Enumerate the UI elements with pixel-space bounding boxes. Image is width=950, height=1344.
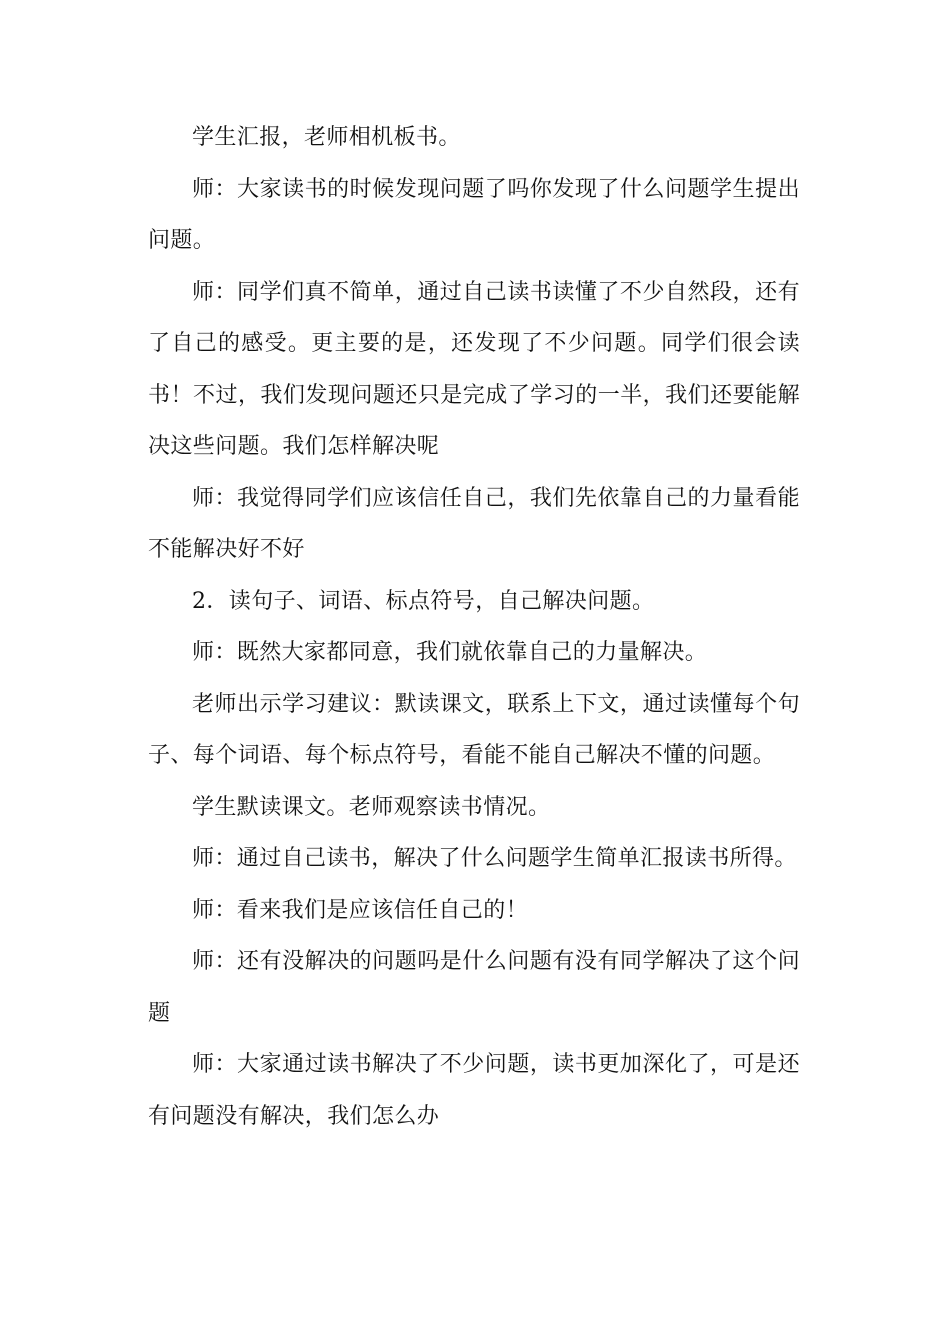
paragraph-teacher-praise: 师：同学们真不简单，通过自己读书读懂了不少自然段，还有了自己的感受。更主要的是，还发现了不少问题。同学们很会读书！不过，我们发现问题还只是完成了学习的一半，我们还要能解决这些问题。我们怎样解决呢 — [148, 279, 800, 459]
paragraph-student-report: 学生汇报，老师相机板书。 — [192, 125, 461, 150]
paragraph-teacher-trust-self: 师：看来我们是应该信任自己的！ — [192, 897, 529, 923]
paragraph-teacher-solved: 师：通过自己读书，解决了什么问题学生简单汇报读书所得。 — [192, 846, 797, 871]
paragraph-teacher-what-now: 师：大家通过读书解决了不少问题，读书更加深化了，可是还有问题没有解决，我们怎么办 — [148, 1052, 800, 1129]
document-body — [148, 112, 800, 1142]
paragraph-teacher-trust: 师：我觉得同学们应该信任自己，我们先依靠自己的力量看能不能解决好不好 — [148, 485, 800, 562]
paragraph-study-suggestion: 老师出示学习建议：默读课文，联系上下文，通过读懂每个句子、每个词语、每个标点符号，看能不能自己解决不懂的问题。 — [148, 691, 800, 768]
paragraph-teacher-agree: 师：既然大家都同意，我们就依靠自己的力量解决。 — [192, 640, 708, 665]
paragraph-teacher-unsolved: 师：还有没解决的问题吗是什么问题有没有同学解决了这个问题 — [148, 949, 800, 1026]
paragraph-silent-reading: 学生默读课文。老师观察读书情况。 — [192, 794, 551, 820]
paragraph-step-2-heading: 2．读句子、词语、标点符号，自己解决问题。 — [192, 588, 655, 614]
paragraph-teacher-question-found: 师：大家读书的时候发现问题了吗你发现了什么问题学生提出问题。 — [148, 176, 800, 253]
